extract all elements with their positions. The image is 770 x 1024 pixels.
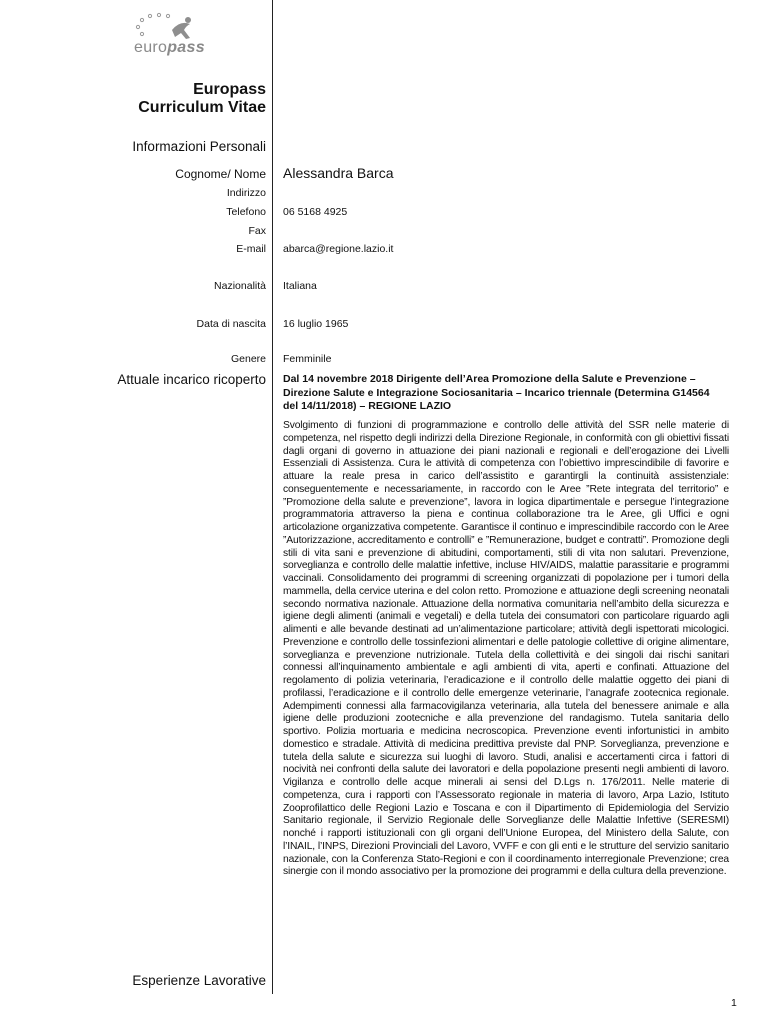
cv-title-line2: Curriculum Vitae — [138, 99, 266, 116]
gender-value: Femminile — [283, 353, 332, 365]
nationality-value: Italiana — [283, 280, 317, 292]
cv-title-line1: Europass — [193, 81, 266, 98]
column-divider — [272, 0, 273, 994]
name-value: Alessandra Barca — [283, 165, 394, 181]
birth-date-value: 16 luglio 1965 — [283, 318, 349, 330]
phone-label: Telefono — [226, 206, 266, 218]
phone-value: 06 5168 4925 — [283, 206, 348, 218]
address-label: Indirizzo — [226, 187, 266, 199]
europass-wordmark: europass — [134, 39, 205, 56]
email-label: E-mail — [236, 243, 266, 255]
current-role-heading: Dal 14 novembre 2018 Dirigente dell’Area Promozione della Salute e Prevenzione – Direzione Salute e Integrazione Sociosanitaria – Incarico triennale (Determina G14564 del 14/11/2018) – REGIONE LAZIO — [283, 373, 710, 412]
email-value: abarca@regione.lazio.it — [283, 243, 394, 255]
birth-date-label: Data di nascita — [196, 318, 266, 330]
section-work-experience: Esperienze Lavorative — [132, 973, 266, 988]
page-number: 1 — [731, 997, 737, 1009]
current-role-description: Svolgimento di funzioni di programmazione e controllo delle attività del SSR nelle materie di competenza, nel rispetto degli indirizzi della Direzione Regionale, in conformità con gli obiettivi fissati dagli organi di governo in attuazione dei piani nazionali e regionali e dell’erogazione dei Livelli Essenziali di Assistenza. Cura le attività di competenza con l’obiettivo imprescindibile di favorire e attuare la reale presa in carico dell’assistito e garantirgli la continuità assistenziale: conseguentemente e necessariamente, in raccordo con le Aree ”Rete integrata del territorio” e ”Promozione della salute e prevenzione”, lavora in logica dipartimentale e persegue l’integrazione programmatoria attraverso la piena e continua collaborazione tra le Aree, gli Uffici e ogni articolazione organizzativa competente. Garantisce il continuo e imprescindibile raccordo con le Aree ”Autorizzazione, accreditamento e controlli” e ”Remunerazione, budget e contratti”. Promozione degli stili di vita sani e prevenzione di abitudini, comportamenti, stili di vita non salutari. Prevenzione, sorveglianza e controllo delle malattie infettive, incluse HIV/AIDS, malattie parassitarie e programmi vaccinali. Consolidamento dei programmi di screening organizzati di popolazione per i tumori della mammella, della cervice uterina e del colon retto. Promozione e attuazione degli screening neonatali secondo normativa nazionale. Attuazione della normativa comunitaria nell’ambito della sicurezza e igiene degli alimenti (animali e vegetali) e della tutela dei consumatori con particolare riguardo agli alimenti e alle bevande destinati ad un’alimentazione particolare; attività degli ispettorati micologici. Prevenzione e controllo delle tossinfezioni alimentari e delle patologie collettive di origine alimentare, sorveglianza e prevenzione nutrizionale. Tutela della collettività e dei singoli dai rischi sanitari connessi all’inquinamento ambientale e agli ambienti di vita, aperti e confinati. Attuazione del regolamento di polizia veterinaria, l’eradicazione e il controllo delle malattie oggetto dei piani di profilassi, l’eradicazione e il controllo delle emergenze veterinarie, l’anagrafe zootecnica regionale. Adempimenti connessi alla farmacovigilanza veterinaria, alla tutela del benessere animale e alla igiene delle produzioni zootecniche e alla prevenzione del randagismo. Tutela sanitaria dello sportivo. Polizia mortuaria e medicina necroscopica. Prevenzione eventi infortunistici in ambito domestico e stradale. Attività di medicina predittiva previste dal PNP. Sorveglianza, prevenzione e tutela della salute e sicurezza sui luoghi di lavoro. Studi, analisi e accertamenti circa i fattori di nocività nei confronti della salute dei lavoratori e della popolazione presenti negli ambienti di lavoro. Vigilanza e controllo delle acque minerali ai sensi del D.Lgs n. 176/2011. Nelle materie di competenza, cura i rapporti con l’Assessorato regionale in materia di lavoro, Arpa Lazio, Istituto Zooprofilattico delle Regioni Lazio e Toscana e con il Dipartimento di Epidemiologia del Servizio Sanitario regionale, il Servizio Regionale delle Sorveglianze delle Malattie Infettive (SERESMI) nonché i rapporti istituzionali con gli organi dell’Unione Europea, del Ministero della Salute, con l’INAIL, l’INPS, Direzioni Provinciali del Lavoro, VVFF e con gli enti e le strutture del servizio sanitario nazionale, con la Conferenza Stato-Regioni e con il coordinamento interregionale Prevenzione; crea sinergie con il mondo associativo per la promozione dei programmi e della cultura della prevenzione. — [283, 420, 729, 878]
section-personal-info: Informazioni Personali — [132, 139, 266, 154]
nationality-label: Nazionalità — [214, 280, 266, 292]
gender-label: Genere — [230, 353, 266, 365]
fax-label: Fax — [248, 225, 266, 237]
name-label: Cognome/ Nome — [175, 167, 266, 181]
section-current-role: Attuale incarico ricoperto — [117, 372, 266, 387]
